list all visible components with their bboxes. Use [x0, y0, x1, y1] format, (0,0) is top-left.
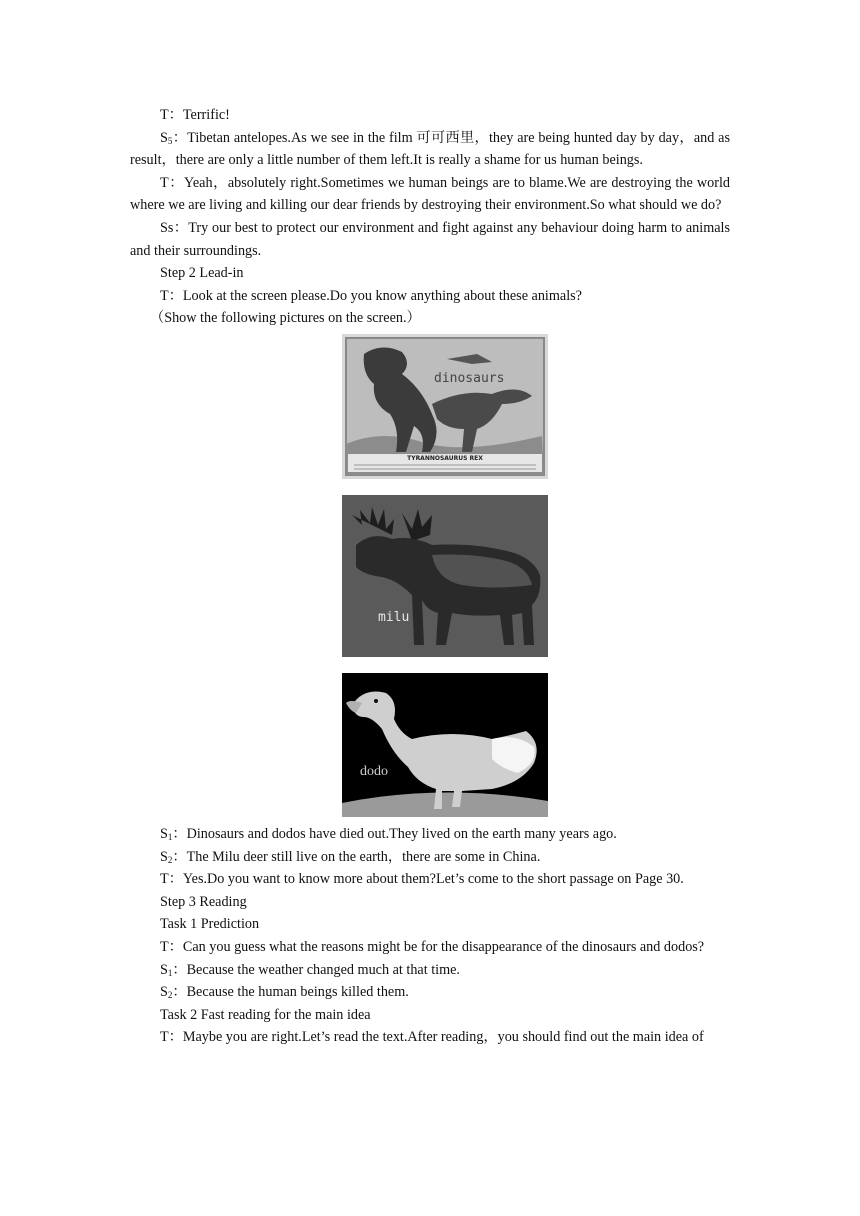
paragraph-text: ：Tibetan antelopes.As we see in the film 可可西里，they are being hunted day by day，and as result，there are only a little number of them left.It is really a shame for us human beings.: [130, 129, 730, 169]
speaker: S: [160, 129, 168, 146]
paragraph-s1-dinosaurs: [130, 823, 730, 846]
paragraph-t-look: T：Look at the screen please.Do you know anything about these animals?: [160, 287, 582, 304]
dino-banner: TYRANNOSAURUS REX: [407, 454, 483, 462]
paragraph-t-absolutely: T：Yeah，absolutely right.Sometimes we human beings are to blame.We are destroying the world where we are living and killing our dear friends by destroying their environment.So what should we do?: [130, 174, 730, 214]
paragraph-text: ：Dinosaurs and dodos have died out.They lived on the earth many years ago.: [172, 825, 617, 842]
dodo-picture: [342, 673, 548, 817]
paragraph-s1-weather: [130, 959, 730, 982]
dinosaurs-label: dinosaurs: [434, 370, 505, 386]
heading-step2: Step 2 Lead-in: [160, 265, 244, 282]
document-page: [130, 104, 730, 1049]
paragraph-s5-antelopes: [130, 127, 730, 172]
paragraph-s2-milu: [130, 846, 730, 869]
paragraph-t-terrific: T：Terrific!: [160, 107, 230, 123]
heading-step3: Step 3 Reading: [160, 893, 247, 910]
dodo-label: dodo: [360, 763, 388, 779]
paragraph-text: ：Because the human beings killed them.: [172, 984, 409, 1001]
milu-label: milu: [378, 609, 410, 625]
speaker-subscript: 1: [167, 831, 173, 842]
heading-task2: Task 2 Fast reading for the main idea: [160, 1006, 371, 1023]
speaker: S: [160, 848, 168, 865]
speaker-subscript: 5: [167, 135, 173, 146]
milu-picture: [342, 495, 548, 657]
paragraph-show-pictures: （Show the following pictures on the screen.）: [150, 310, 421, 327]
paragraph-text: ：Because the weather changed much at that time.: [172, 961, 460, 978]
speaker: S: [160, 961, 168, 978]
speaker-subscript: 2: [167, 854, 173, 865]
speaker: S: [160, 825, 168, 842]
paragraph-t-guess: T：Can you guess what the reasons might be for the disappearance of the dinosaurs and dodos?: [160, 938, 705, 955]
speaker-subscript: 1: [167, 967, 173, 978]
paragraph-ss-protect: Ss：Try our best to protect our environment and fight against any behaviour doing harm to animals and their surroundings.: [130, 219, 730, 259]
speaker-subscript: 2: [167, 990, 173, 1001]
paragraph-t-yes: T：Yes.Do you want to know more about them?Let’s come to the short passage on Page 30.: [160, 871, 684, 888]
paragraph-s2-humans: [130, 981, 730, 1004]
paragraph-text: ：The Milu deer still live on the earth，there are some in China.: [172, 848, 541, 865]
dinosaurs-picture: [342, 334, 548, 479]
speaker: S: [160, 984, 168, 1001]
heading-task1: Task 1 Prediction: [160, 916, 260, 933]
paragraph-t-maybe: T：Maybe you are right.Let’s read the text.After reading，you should find out the main idea of: [160, 1029, 704, 1046]
